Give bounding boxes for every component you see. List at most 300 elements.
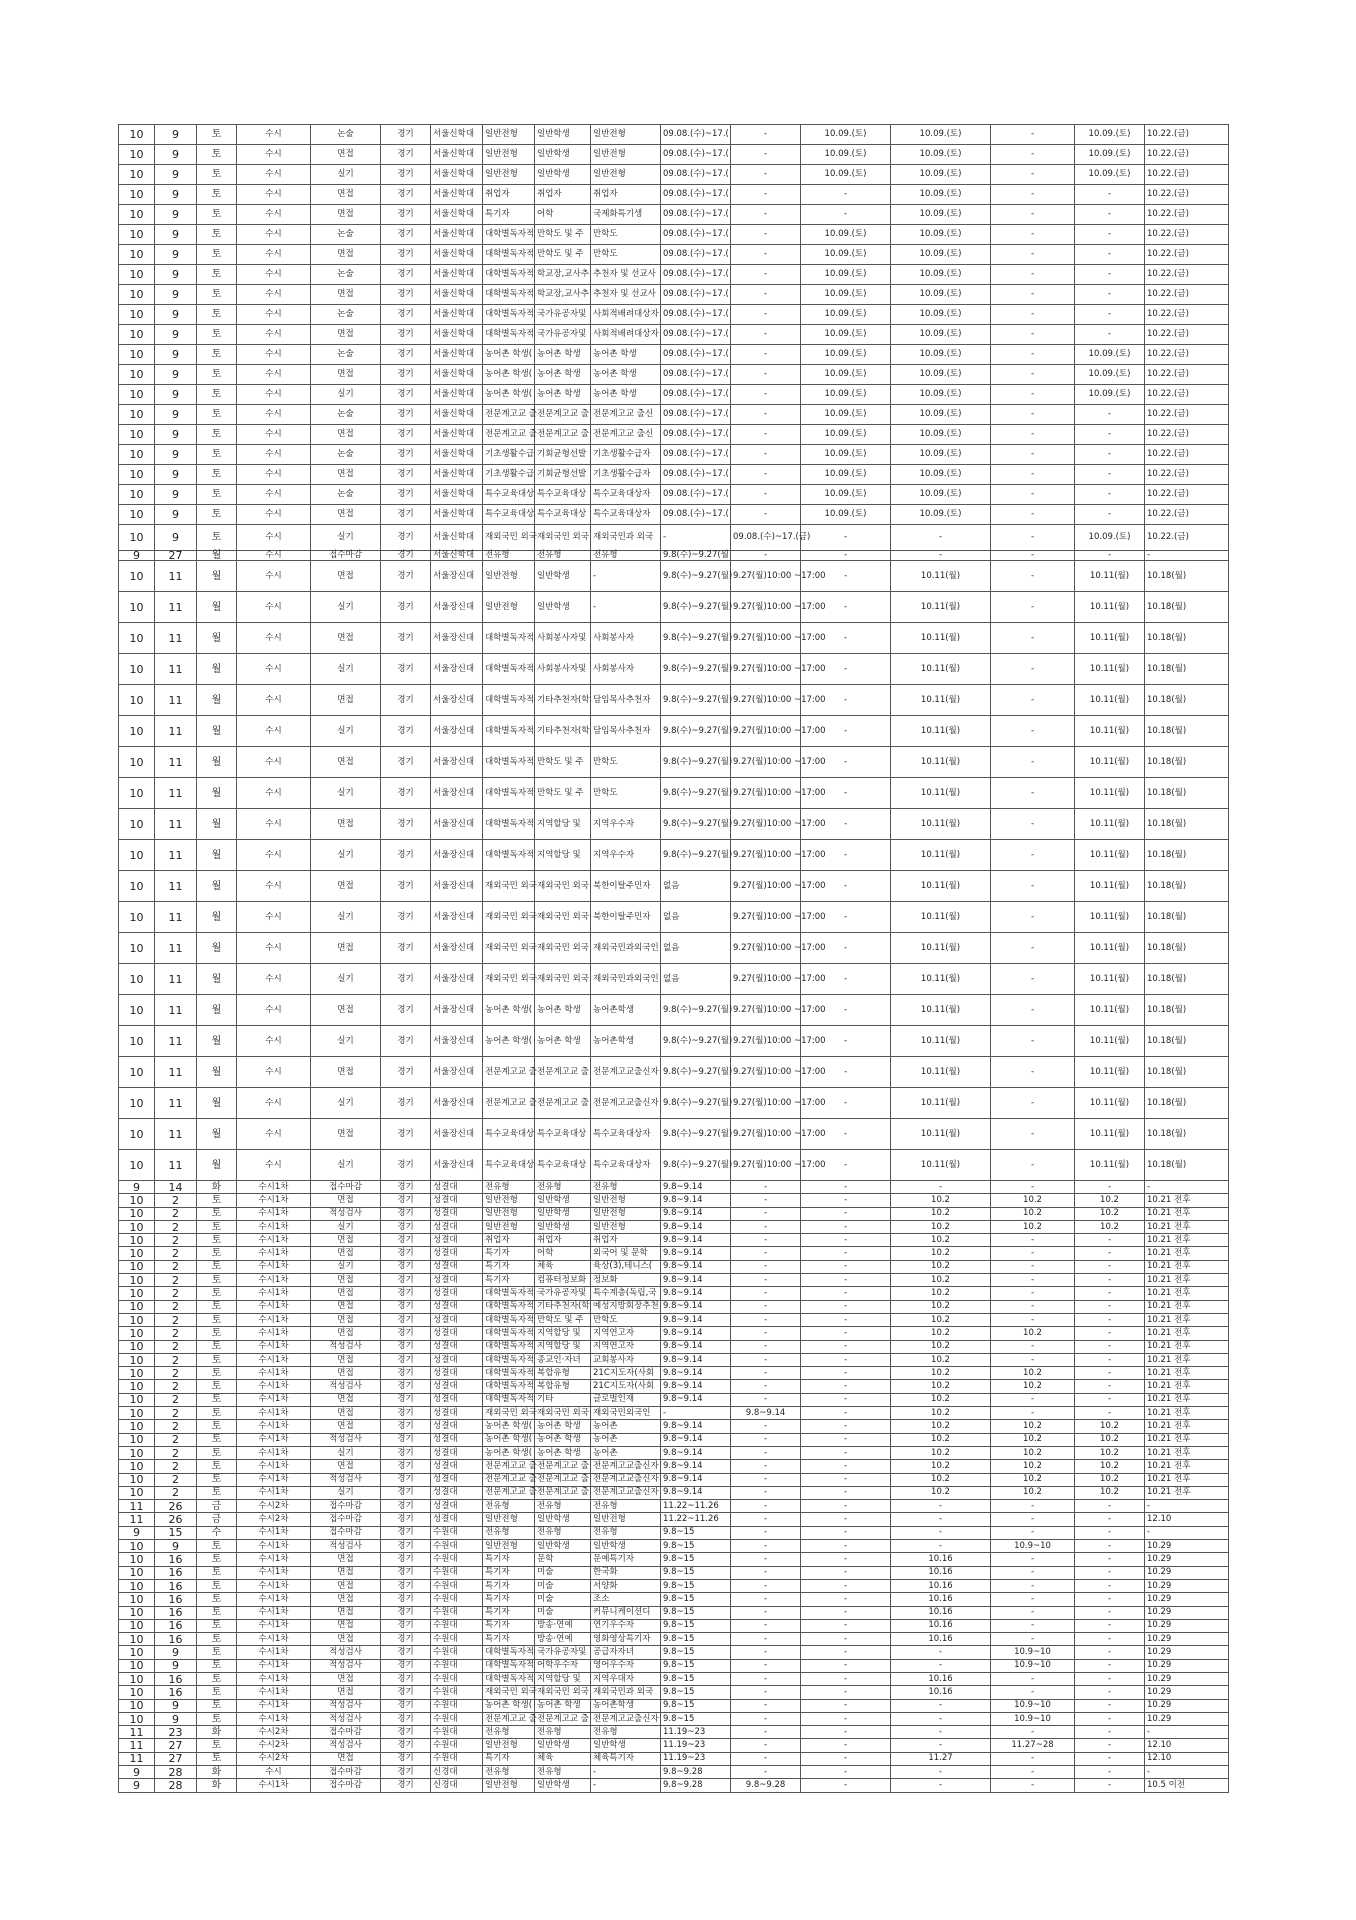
cell-applicant-group: 농어촌 학생 bbox=[535, 385, 591, 405]
cell-applicant-group: 특수교육대상 bbox=[535, 1150, 591, 1181]
cell-region: 경기 bbox=[381, 1486, 431, 1499]
cell-admission-type: 일반전형 bbox=[483, 145, 535, 165]
cell-category: 전문계고교출신자 bbox=[591, 1088, 661, 1119]
cell-category: 일반전형 bbox=[591, 1194, 661, 1207]
cell-admission-type: 대학별독자적 bbox=[483, 1340, 535, 1353]
cell-university: 성결대 bbox=[431, 1393, 483, 1406]
table-row bbox=[119, 778, 1229, 809]
cell-exam-date-2: 10.09.(토) bbox=[891, 305, 991, 325]
cell-result-date: - bbox=[1145, 1766, 1229, 1779]
cell-day: 16 bbox=[155, 1566, 197, 1579]
cell-exam-type: 면접 bbox=[311, 933, 381, 964]
cell-exam-date-4: 10.11(월) bbox=[1075, 778, 1145, 809]
cell-exam-type: 면접 bbox=[311, 871, 381, 902]
cell-application-period: 09.08.(수)~17.( bbox=[661, 365, 731, 385]
cell-exam-type: 면접 bbox=[311, 245, 381, 265]
cell-weekday: 토 bbox=[197, 225, 237, 245]
cell-region: 경기 bbox=[381, 551, 431, 561]
cell-applicant-group: 재외국민 외국 bbox=[535, 871, 591, 902]
cell-university: 성결대 bbox=[431, 1260, 483, 1273]
cell-exam-date-4: 10.11(월) bbox=[1075, 654, 1145, 685]
cell-university: 신경대 bbox=[431, 1766, 483, 1779]
cell-admission-type: 전문계고교 출 bbox=[483, 1712, 535, 1725]
table-row bbox=[119, 405, 1229, 425]
cell-university: 서울신학대 bbox=[431, 325, 483, 345]
cell-applicant-group: 전유형 bbox=[535, 1500, 591, 1513]
cell-month: 10 bbox=[119, 964, 155, 995]
cell-applicant-group: 일반학생 bbox=[535, 561, 591, 592]
cell-category: 재외국민과외국인 bbox=[591, 933, 661, 964]
cell-document-period: - bbox=[731, 1500, 801, 1513]
cell-document-period: - bbox=[731, 285, 801, 305]
cell-month: 11 bbox=[119, 1500, 155, 1513]
cell-application-period: 9.8~9.14 bbox=[661, 1393, 731, 1406]
cell-application-period: 9.8~9.14 bbox=[661, 1327, 731, 1340]
cell-exam-date-1: - bbox=[801, 525, 891, 551]
cell-round: 수시 bbox=[237, 995, 311, 1026]
cell-exam-date-1: 10.09.(토) bbox=[801, 305, 891, 325]
cell-exam-date-3: 10.9~10 bbox=[991, 1659, 1075, 1672]
cell-exam-date-3: - bbox=[991, 345, 1075, 365]
cell-weekday: 토 bbox=[197, 1646, 237, 1659]
cell-admission-type: 전유형 bbox=[483, 1500, 535, 1513]
cell-month: 10 bbox=[119, 1260, 155, 1273]
cell-exam-type: 접수마감 bbox=[311, 1500, 381, 1513]
cell-exam-date-2: 10.16 bbox=[891, 1672, 991, 1685]
cell-university: 수원대 bbox=[431, 1553, 483, 1566]
cell-month: 9 bbox=[119, 1526, 155, 1539]
cell-applicant-group: 체육 bbox=[535, 1260, 591, 1273]
cell-round: 수시1차 bbox=[237, 1712, 311, 1725]
cell-exam-date-3: 10.2 bbox=[991, 1433, 1075, 1446]
cell-exam-date-1: - bbox=[801, 1247, 891, 1260]
cell-exam-date-2: 10.16 bbox=[891, 1619, 991, 1632]
cell-result-date: 10.29 bbox=[1145, 1686, 1229, 1699]
cell-applicant-group: 만학도 및 주 bbox=[535, 778, 591, 809]
cell-round: 수시1차 bbox=[237, 1540, 311, 1553]
cell-document-period: - bbox=[731, 1460, 801, 1473]
cell-day: 2 bbox=[155, 1194, 197, 1207]
cell-exam-date-3: - bbox=[991, 1407, 1075, 1420]
cell-university: 서울장신대 bbox=[431, 995, 483, 1026]
cell-application-period: 9.8(수)~9.27(월 bbox=[661, 551, 731, 561]
cell-applicant-group: 컴퓨터정보화 bbox=[535, 1274, 591, 1287]
cell-exam-date-2: 10.2 bbox=[891, 1460, 991, 1473]
cell-exam-date-2: 10.2 bbox=[891, 1433, 991, 1446]
cell-university: 수원대 bbox=[431, 1593, 483, 1606]
cell-category: 재외국민과 외국 bbox=[591, 525, 661, 551]
cell-exam-date-4: - bbox=[1075, 1633, 1145, 1646]
cell-exam-type: 접수마감 bbox=[311, 1526, 381, 1539]
cell-university: 서울신학대 bbox=[431, 145, 483, 165]
cell-month: 10 bbox=[119, 1220, 155, 1233]
cell-exam-type: 면접 bbox=[311, 1606, 381, 1619]
cell-exam-type: 실기 bbox=[311, 525, 381, 551]
cell-university: 성결대 bbox=[431, 1460, 483, 1473]
cell-exam-date-1: - bbox=[801, 1353, 891, 1366]
cell-exam-date-4: 10.11(월) bbox=[1075, 1026, 1145, 1057]
cell-exam-date-3: 10.2 bbox=[991, 1327, 1075, 1340]
cell-applicant-group: 전문계고교 출 bbox=[535, 405, 591, 425]
cell-day: 9 bbox=[155, 245, 197, 265]
cell-month: 10 bbox=[119, 840, 155, 871]
table-row bbox=[119, 1473, 1229, 1486]
cell-month: 10 bbox=[119, 1340, 155, 1353]
cell-round: 수시1차 bbox=[237, 1619, 311, 1632]
cell-application-period: 9.8~15 bbox=[661, 1699, 731, 1712]
cell-weekday: 토 bbox=[197, 1686, 237, 1699]
cell-admission-type: 취업자 bbox=[483, 1234, 535, 1247]
cell-exam-date-4: - bbox=[1075, 1313, 1145, 1326]
cell-round: 수시1차 bbox=[237, 1566, 311, 1579]
cell-round: 수시 bbox=[237, 205, 311, 225]
cell-exam-type: 적성검사 bbox=[311, 1207, 381, 1220]
cell-exam-date-3: - bbox=[991, 1234, 1075, 1247]
cell-round: 수시 bbox=[237, 747, 311, 778]
cell-region: 경기 bbox=[381, 1460, 431, 1473]
cell-document-period: 9.27(월)10:00 ~17:00 bbox=[731, 747, 801, 778]
cell-document-period: - bbox=[731, 1513, 801, 1526]
cell-exam-date-3: - bbox=[991, 871, 1075, 902]
cell-region: 경기 bbox=[381, 165, 431, 185]
cell-admission-type: 대학별독자적 bbox=[483, 778, 535, 809]
cell-exam-date-4: - bbox=[1075, 1779, 1145, 1792]
cell-exam-date-3: - bbox=[991, 1526, 1075, 1539]
cell-round: 수시 bbox=[237, 623, 311, 654]
cell-region: 경기 bbox=[381, 1057, 431, 1088]
cell-result-date: 10.18(월) bbox=[1145, 747, 1229, 778]
cell-round: 수시 bbox=[237, 505, 311, 525]
cell-exam-type: 면접 bbox=[311, 1566, 381, 1579]
cell-university: 성결대 bbox=[431, 1407, 483, 1420]
cell-month: 10 bbox=[119, 1553, 155, 1566]
cell-exam-date-2: 10.09.(토) bbox=[891, 185, 991, 205]
cell-category: 농어촌 bbox=[591, 1420, 661, 1433]
cell-day: 9 bbox=[155, 385, 197, 405]
cell-applicant-group: 농어촌 학생 bbox=[535, 1026, 591, 1057]
table-row bbox=[119, 871, 1229, 902]
cell-application-period: 9.8(수)~9.27(월) bbox=[661, 1088, 731, 1119]
cell-admission-type: 일반전형 bbox=[483, 1779, 535, 1792]
cell-applicant-group: 만학도 및 주 bbox=[535, 225, 591, 245]
cell-round: 수시1차 bbox=[237, 1247, 311, 1260]
cell-applicant-group: 전유형 bbox=[535, 1181, 591, 1194]
cell-exam-date-2: 10.2 bbox=[891, 1473, 991, 1486]
table-row bbox=[119, 623, 1229, 654]
cell-applicant-group: 기회균형선발 bbox=[535, 445, 591, 465]
cell-region: 경기 bbox=[381, 285, 431, 305]
cell-exam-date-1: - bbox=[801, 1313, 891, 1326]
cell-result-date: 10.18(월) bbox=[1145, 654, 1229, 685]
cell-exam-date-3: - bbox=[991, 165, 1075, 185]
cell-application-period: 9.8~9.14 bbox=[661, 1433, 731, 1446]
cell-day: 9 bbox=[155, 465, 197, 485]
cell-weekday: 토 bbox=[197, 265, 237, 285]
cell-weekday: 토 bbox=[197, 305, 237, 325]
cell-round: 수시 bbox=[237, 305, 311, 325]
cell-exam-date-4: 10.11(월) bbox=[1075, 716, 1145, 747]
cell-exam-date-1: 10.09.(토) bbox=[801, 245, 891, 265]
cell-exam-date-1: - bbox=[801, 1473, 891, 1486]
cell-document-period: 9.27(월)10:00 ~17:00 bbox=[731, 840, 801, 871]
cell-application-period: 9.8~9.14 bbox=[661, 1207, 731, 1220]
cell-university: 서울장신대 bbox=[431, 716, 483, 747]
cell-weekday: 토 bbox=[197, 465, 237, 485]
cell-application-period: 9.8(수)~9.27(월) bbox=[661, 1026, 731, 1057]
cell-document-period: 9.8~9.28 bbox=[731, 1779, 801, 1792]
cell-result-date: 10.18(월) bbox=[1145, 902, 1229, 933]
cell-university: 성결대 bbox=[431, 1340, 483, 1353]
cell-day: 9 bbox=[155, 1659, 197, 1672]
cell-exam-date-3: - bbox=[991, 561, 1075, 592]
cell-region: 경기 bbox=[381, 1367, 431, 1380]
cell-month: 11 bbox=[119, 1726, 155, 1739]
cell-application-period: 9.8~9.14 bbox=[661, 1220, 731, 1233]
table-row bbox=[119, 1606, 1229, 1619]
cell-exam-type: 실기 bbox=[311, 716, 381, 747]
cell-exam-date-3: - bbox=[991, 1393, 1075, 1406]
cell-exam-type: 면접 bbox=[311, 1579, 381, 1592]
cell-round: 수시 bbox=[237, 125, 311, 145]
cell-exam-type: 면접 bbox=[311, 465, 381, 485]
cell-weekday: 토 bbox=[197, 1194, 237, 1207]
cell-day: 11 bbox=[155, 592, 197, 623]
cell-category: 일반전형 bbox=[591, 1207, 661, 1220]
cell-exam-type: 면접 bbox=[311, 809, 381, 840]
cell-university: 신경대 bbox=[431, 1779, 483, 1792]
cell-result-date: 10.29 bbox=[1145, 1540, 1229, 1553]
cell-exam-date-4: - bbox=[1075, 1367, 1145, 1380]
cell-exam-date-2: 10.2 bbox=[891, 1260, 991, 1273]
cell-university: 성결대 bbox=[431, 1313, 483, 1326]
cell-admission-type: 일반전형 bbox=[483, 1194, 535, 1207]
table-row bbox=[119, 1766, 1229, 1779]
cell-application-period: 9.8~15 bbox=[661, 1646, 731, 1659]
cell-weekday: 토 bbox=[197, 1207, 237, 1220]
cell-exam-date-1: - bbox=[801, 1057, 891, 1088]
cell-exam-date-1: - bbox=[801, 1393, 891, 1406]
cell-exam-date-2: 10.11(월) bbox=[891, 778, 991, 809]
cell-day: 9 bbox=[155, 445, 197, 465]
cell-result-date: 10.29 bbox=[1145, 1646, 1229, 1659]
cell-application-period: 09.08.(수)~17.( bbox=[661, 345, 731, 365]
cell-exam-date-4: - bbox=[1075, 1686, 1145, 1699]
cell-exam-date-3: - bbox=[991, 1026, 1075, 1057]
cell-document-period: 9.27(월)10:00 ~17:00 bbox=[731, 654, 801, 685]
cell-exam-type: 실기 bbox=[311, 840, 381, 871]
cell-document-period: - bbox=[731, 1220, 801, 1233]
cell-month: 10 bbox=[119, 245, 155, 265]
cell-region: 경기 bbox=[381, 1446, 431, 1459]
cell-document-period: - bbox=[731, 425, 801, 445]
table-row bbox=[119, 525, 1229, 551]
cell-admission-type: 특수교육대상 bbox=[483, 485, 535, 505]
cell-round: 수시1차 bbox=[237, 1260, 311, 1273]
cell-exam-date-2: 10.09.(토) bbox=[891, 425, 991, 445]
table-row bbox=[119, 1526, 1229, 1539]
cell-exam-type: 면접 bbox=[311, 561, 381, 592]
cell-exam-date-3: - bbox=[991, 1593, 1075, 1606]
cell-applicant-group: 방송·연예 bbox=[535, 1619, 591, 1632]
cell-exam-date-2: 10.2 bbox=[891, 1220, 991, 1233]
cell-category: 지역우대자 bbox=[591, 1672, 661, 1685]
cell-applicant-group: 재외국민 외국 bbox=[535, 1407, 591, 1420]
cell-region: 경기 bbox=[381, 1194, 431, 1207]
cell-day: 2 bbox=[155, 1407, 197, 1420]
table-row bbox=[119, 485, 1229, 505]
cell-weekday: 토 bbox=[197, 1393, 237, 1406]
cell-exam-date-4: 10.2 bbox=[1075, 1433, 1145, 1446]
cell-university: 수원대 bbox=[431, 1606, 483, 1619]
cell-result-date: - bbox=[1145, 551, 1229, 561]
cell-admission-type: 재외국민 외국 bbox=[483, 1686, 535, 1699]
cell-university: 서울신학대 bbox=[431, 265, 483, 285]
cell-region: 경기 bbox=[381, 1540, 431, 1553]
cell-region: 경기 bbox=[381, 245, 431, 265]
cell-result-date: 10.18(월) bbox=[1145, 561, 1229, 592]
cell-exam-date-1: - bbox=[801, 1367, 891, 1380]
cell-region: 경기 bbox=[381, 1433, 431, 1446]
cell-exam-date-1: - bbox=[801, 561, 891, 592]
cell-university: 성결대 bbox=[431, 1274, 483, 1287]
table-row bbox=[119, 1313, 1229, 1326]
cell-university: 수원대 bbox=[431, 1739, 483, 1752]
cell-month: 10 bbox=[119, 1150, 155, 1181]
cell-result-date: 10.22.(금) bbox=[1145, 345, 1229, 365]
cell-admission-type: 기초생활수급 bbox=[483, 445, 535, 465]
cell-exam-type: 적성검사 bbox=[311, 1659, 381, 1672]
cell-region: 경기 bbox=[381, 485, 431, 505]
cell-month: 10 bbox=[119, 1088, 155, 1119]
cell-category: 특수교육대상자 bbox=[591, 505, 661, 525]
cell-result-date: 10.18(월) bbox=[1145, 840, 1229, 871]
cell-university: 성결대 bbox=[431, 1473, 483, 1486]
cell-applicant-group: 국가유공자및 bbox=[535, 1646, 591, 1659]
cell-exam-date-3: - bbox=[991, 778, 1075, 809]
table-row bbox=[119, 245, 1229, 265]
cell-exam-date-2: 10.09.(토) bbox=[891, 325, 991, 345]
cell-month: 10 bbox=[119, 871, 155, 902]
cell-category: 북한이탈주민자 bbox=[591, 902, 661, 933]
cell-document-period: - bbox=[731, 1181, 801, 1194]
cell-result-date: 10.29 bbox=[1145, 1593, 1229, 1606]
cell-region: 경기 bbox=[381, 995, 431, 1026]
cell-round: 수시1차 bbox=[237, 1313, 311, 1326]
cell-result-date: 10.21 전후 bbox=[1145, 1234, 1229, 1247]
cell-result-date: 10.22.(금) bbox=[1145, 125, 1229, 145]
cell-result-date: 10.21 전후 bbox=[1145, 1340, 1229, 1353]
cell-application-period: 11.19~23 bbox=[661, 1739, 731, 1752]
cell-region: 경기 bbox=[381, 1606, 431, 1619]
cell-month: 10 bbox=[119, 1207, 155, 1220]
cell-application-period: 9.8(수)~9.27(월) bbox=[661, 561, 731, 592]
cell-application-period: 9.8~9.14 bbox=[661, 1287, 731, 1300]
table-row bbox=[119, 809, 1229, 840]
cell-application-period: 9.8~15 bbox=[661, 1606, 731, 1619]
cell-day: 2 bbox=[155, 1353, 197, 1366]
cell-exam-date-3: - bbox=[991, 1287, 1075, 1300]
table-row bbox=[119, 1433, 1229, 1446]
cell-day: 28 bbox=[155, 1779, 197, 1792]
cell-document-period: - bbox=[731, 145, 801, 165]
cell-weekday: 토 bbox=[197, 1460, 237, 1473]
cell-category: 특수교육대상자 bbox=[591, 1150, 661, 1181]
cell-category: 사회봉사자 bbox=[591, 654, 661, 685]
cell-application-period: 9.8(수)~9.27(월) bbox=[661, 592, 731, 623]
cell-weekday: 화 bbox=[197, 1181, 237, 1194]
table-row bbox=[119, 1579, 1229, 1592]
cell-weekday: 월 bbox=[197, 1150, 237, 1181]
cell-result-date: 10.22.(금) bbox=[1145, 505, 1229, 525]
cell-exam-date-1: - bbox=[801, 1300, 891, 1313]
cell-exam-date-3: - bbox=[991, 1633, 1075, 1646]
cell-applicant-group: 학교장,교사추 bbox=[535, 285, 591, 305]
cell-region: 경기 bbox=[381, 1407, 431, 1420]
cell-round: 수시1차 bbox=[237, 1473, 311, 1486]
cell-result-date: 10.21 전후 bbox=[1145, 1433, 1229, 1446]
cell-weekday: 토 bbox=[197, 285, 237, 305]
cell-exam-date-2: 10.09.(토) bbox=[891, 205, 991, 225]
cell-university: 서울신학대 bbox=[431, 385, 483, 405]
cell-exam-type: 면접 bbox=[311, 1327, 381, 1340]
cell-day: 11 bbox=[155, 933, 197, 964]
cell-result-date: 10.22.(금) bbox=[1145, 525, 1229, 551]
cell-application-period: 9.8~9.14 bbox=[661, 1274, 731, 1287]
cell-admission-type: 일반전형 bbox=[483, 1540, 535, 1553]
cell-admission-type: 농어촌 학생( bbox=[483, 995, 535, 1026]
cell-weekday: 토 bbox=[197, 1407, 237, 1420]
cell-day: 9 bbox=[155, 125, 197, 145]
cell-result-date: 10.29 bbox=[1145, 1633, 1229, 1646]
cell-day: 11 bbox=[155, 654, 197, 685]
cell-applicant-group: 재외국민 외국 bbox=[535, 964, 591, 995]
cell-applicant-group: 사회봉사자및 bbox=[535, 623, 591, 654]
cell-admission-type: 대학별독자적 bbox=[483, 1646, 535, 1659]
cell-month: 10 bbox=[119, 1699, 155, 1712]
cell-admission-type: 재외국민 외국 bbox=[483, 902, 535, 933]
cell-exam-date-2: - bbox=[891, 1712, 991, 1725]
cell-exam-type: 면접 bbox=[311, 1367, 381, 1380]
cell-exam-date-2: 10.2 bbox=[891, 1407, 991, 1420]
cell-application-period: 09.08.(수)~17.( bbox=[661, 225, 731, 245]
cell-applicant-group: 국가유공자및 bbox=[535, 1287, 591, 1300]
cell-exam-date-2: 10.2 bbox=[891, 1353, 991, 1366]
cell-region: 경기 bbox=[381, 1779, 431, 1792]
table-row bbox=[119, 1752, 1229, 1765]
table-row bbox=[119, 1026, 1229, 1057]
cell-application-period: 9.8(수)~9.27(월) bbox=[661, 747, 731, 778]
cell-exam-date-3: - bbox=[991, 809, 1075, 840]
cell-day: 11 bbox=[155, 623, 197, 654]
cell-exam-date-1: - bbox=[801, 1274, 891, 1287]
cell-exam-date-1: 10.09.(토) bbox=[801, 285, 891, 305]
cell-exam-date-2: 10.09.(토) bbox=[891, 345, 991, 365]
cell-applicant-group: 기타추천자(학 bbox=[535, 716, 591, 747]
cell-exam-type: 면접 bbox=[311, 205, 381, 225]
cell-round: 수시1차 bbox=[237, 1593, 311, 1606]
cell-day: 2 bbox=[155, 1473, 197, 1486]
cell-day: 2 bbox=[155, 1274, 197, 1287]
cell-exam-date-4: - bbox=[1075, 1181, 1145, 1194]
cell-round: 수시1차 bbox=[237, 1433, 311, 1446]
cell-weekday: 토 bbox=[197, 1433, 237, 1446]
cell-day: 9 bbox=[155, 485, 197, 505]
cell-weekday: 월 bbox=[197, 902, 237, 933]
cell-application-period: 9.8~15 bbox=[661, 1686, 731, 1699]
cell-day: 9 bbox=[155, 165, 197, 185]
cell-exam-type: 면접 bbox=[311, 1407, 381, 1420]
cell-admission-type: 특기자 bbox=[483, 1566, 535, 1579]
